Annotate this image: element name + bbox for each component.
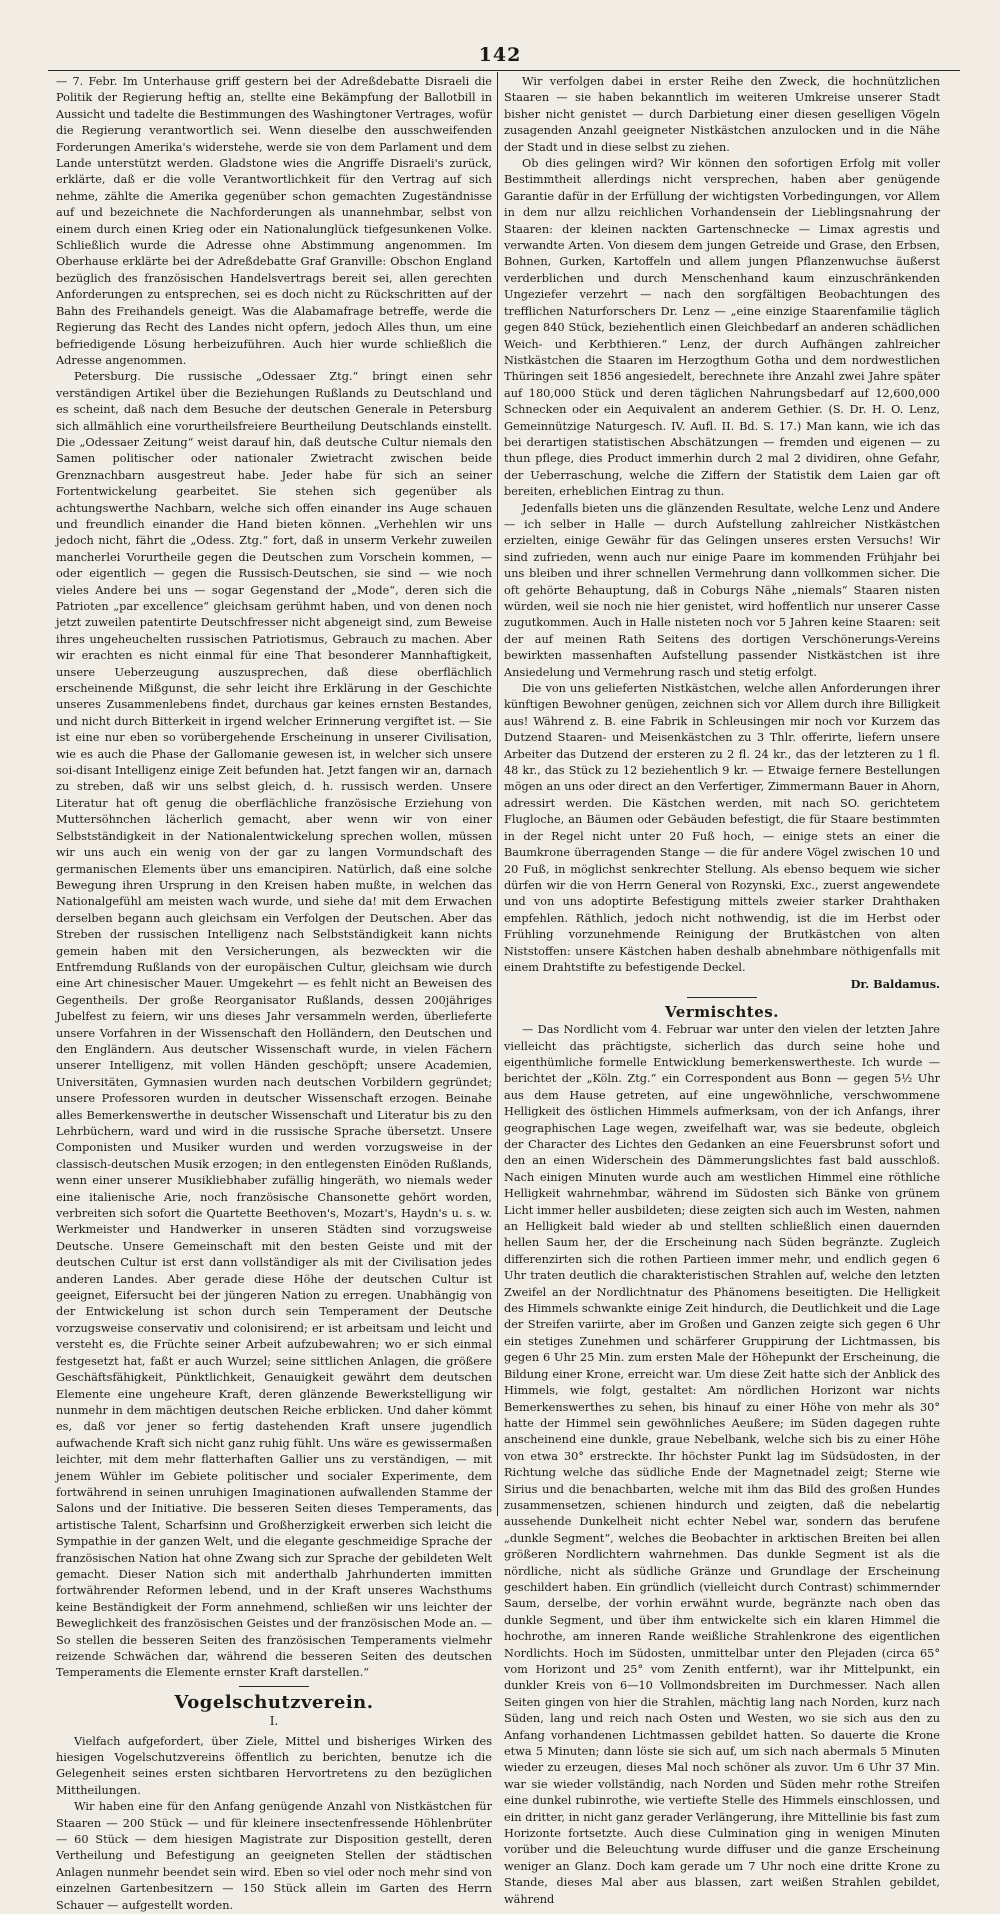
vogel-paragraph: Wir haben eine für den Anfang genügende Anzahl von Nistkästchen für Staaren — 200 Stück — und für kleinere insectenfressende Höhlenbrüter — 60 Stück — dem hiesigen Magistrate zur Disposition gestellt, deren Vertheilung und Befestigung an geeigneten Stellen der städtischen Anlagen nunmehr beendet sein wird. Eben so viel oder noch mehr sind von einzelnen Gartenbesitzern — 150 Stück allein im Garten des Herrn Schauer — aufgestellt worden. [56,1800,492,1912]
vogel-paragraph: Wir verfolgen dabei in erster Reihe den Zweck, die hochnützlichen Staaren — sie haben bekanntlich im weiteren Umkreise unserer Stadt bisher nicht genistet — durch Darbietung einer diesen geselligen Vögeln zusagenden Anzahl geeigneter Nistkästchen anzulocken und in die Nähe der Stadt und in diese selbst zu ziehen. [504,75,940,154]
news-london: — 7. Febr. Im Unterhause griff gestern bei der Adreßdebatte Disraeli die Politik der Regierung heftig an, stellte eine Bekämpfung der Ballotbill in Aussicht und tadelte die Bestimmungen des Washingtoner Vertrages, wofür die Regierung verantwortlich sei. Wenn dieselbe den ausschweifenden Forderungen Amerika's widerstehe, werde sie von dem Parlament und dem Lande unterstützt werden. Gladstone wies die Angriffe Disraeli's zurück, erklärte, daß er die volle Verantwortlichkeit für den Vertrag auf sich nehme, zählte die Amerika gegenüber schon gemachten Zugeständnisse auf und bezeichnete die Nachforderungen als unannehmbar, selbst von einem durch einen Krieg oder ein Nationalunglück tiefgesunkenen Volke. Schließlich wurde die Adresse ohne Abstimmung angenommen. Im Oberhause erklärte bei der Adreßdebatte Graf Granville: Obschon England bezüglich des französischen Handelsvertrags bereit sei, allen gerechten Anforderungen zu entsprechen, sei es doch nicht zu Rückschritten auf der Bahn des Freihandels geneigt. Was die Alabamafrage betreffe, werde die Regierung das Recht des Landes nicht opfern, jedoch Alles thun, um eine befriedigende Lösung herbeizuführen. Auch hier wurde schließlich die Adresse angenommen. [56,75,492,367]
vogel-paragraph: Ob dies gelingen wird? Wir können den sofortigen Erfolg mit voller Bestimmtheit allerdings nicht versprechen, haben aber genügende Garantie dafür in der Erfüllung der wichtigsten Vorbedingungen, vor Allem in dem nur allzu reichlichen Vorhandensein der Lieblingsnahrung der Staaren: der kleinen nackten Gartenschnecke — Limax agrestis und verwandte Arten. Von diesem dem jungen Getreide und Grase, den Erbsen, Bohnen, Gurken, Kartoffeln und allem jungen Pflanzenwuchse äußerst verderblichen und durch Menschenhand kaum einzuschränkenden Ungeziefer verzehrt — nach den sorgfältigen Beobachtungen des trefflichen Naturforschers Dr. Lenz — „eine einzige Staarenfamilie täglich gegen 840 Stück, beziehentlich einen Gleichbedarf an anderen schädlichen Weich- und Kerbthieren.“ Lenz, der durch Aufhängen zahlreicher Nistkästchen die Staaren im Herzogthum Gotha und dem nordwestlichen Thüringen seit 1856 angesiedelt, berechnete ihre Anzahl zwei Jahre später auf 180,000 Stück und deren täglichen Nahrungsbedarf auf 12,600,000 Schnecken oder ein Aequivalent an anderem Gethier. (S. Dr. H. O. Lenz, Gemeinnützige Naturgesch. IV. Aufl. II. Bd. S. 17.) Man kann, wie ich das bei derartigen statistischen Abschätzungen — fremden und eigenen — zu thun pflege, dies Product immerhin durch 2 mal 2 dividiren, ohne Gefahr, der Ueberraschung, welche die Ziffern der Statistik dem Laien gar oft bereiten, erheblichen Eintrag zu thun. [504,157,940,499]
vogel-paragraph: Jedenfalls bieten uns die glänzenden Resultate, welche Lenz und Andere — ich selber in Halle — durch Aufstellung zahlreicher Nistkästchen erzielten, einige Gewähr für das Gelingen unseres ersten Versuchs! Wir sind zufrieden, wenn auch nur einige Paare im kommenden Frühjahr bei uns bleiben und ihrer schnellen Vermehrung dann vollkommen sicher. Die oft gehörte Behauptung, daß in Coburgs Nähe „niemals“ Staaren nisten würden, weil sie noch nie hier genistet, wird hoffentlich nur unserer Casse zugutkommen. Auch in Halle nisteten noch vor 5 Jahren keine Staaren: seit der auf meinen Rath Seitens des dortigen Verschönerungs-Vereins bewirkten massenhaften Aufstellung passender Nistkästchen ist ihre Ansiedelung und Vermehrung rasch und stetig erfolgt. [504,501,940,679]
page-number: 142 [478,44,522,66]
section-numeral: I. [269,1714,279,1729]
author-signature: Dr. Baldamus. [850,977,940,992]
vogel-paragraph: Die von uns gelieferten Nistkästchen, welche allen Anforderungen ihrer künftigen Bewohner genügen, zeichnen sich vor Allem durch ihre Billigkeit aus! Während z. B. eine Fabrik in Schleusingen mir noch vor Kurzem das Dutzend Staaren- und Meisenkästchen zu 3 Thlr. offerirte, liefern unsere Arbeiter das Dutzend der ersteren zu 2 fl. 24 kr., das der letzteren zu 1 fl. 48 kr., das Stück zu 12 beziehentlich 9 kr. — Etwaige fernere Bestellungen mögen an uns oder direct an den Verfertiger, Zimmermann Bauer in Ahorn, adressirt werden. Die Kästchen werden, mit nach SO. gerichtetem Flugloche, an Bäumen oder Gebäuden befestigt, die für Staare bestimmten in der Regel nicht unter 20 Fuß hoch, — einige stets an einer die Baumkrone überragenden Stange — die für andere Vögel zwischen 10 und 20 Fuß, in möglichst senkrechter Stellung. Als ebenso bequem wie sicher dürfen wir die von Herrn General von Rozynski, Exc., zuerst angewendete und von uns adoptirte Befestigung mittels zweier starker Drahthaken empfehlen. Räthlich, jedoch nicht nothwendig, ist die im Herbst oder Frühling vorzunehmende Reinigung der Brutkästchen von alten Niststoffen: unsere Kästchen haben deshalb abnehmbare nöthigenfalls mit einem Drahtstifte zu befestigende Deckel. [504,682,940,974]
news-petersburg: Petersburg. Die russische „Odessaer Ztg.“ bringt einen sehr verständigen Artikel über die Beziehungen Rußlands zu Deutschland und es scheint, daß nach dem Besuche der deutschen Generale in Petersburg sich allmählich eine vorurtheilsfreiere Beurtheilung Deutschlands einstellt. Die „Odessaer Zeitung“ weist darauf hin, daß deutsche Cultur niemals den Samen politischer oder nationaler Zwietracht zwischen beide Grenznachbarn ausgestreut habe. Jeder habe für sich an seiner Fortentwickelung gearbeitet. Sie stehen sich gegenüber als achtungswerthe Nachbarn, welche sich offen einander ins Auge schauen und freundlich einander die Hand bieten können. „Verhehlen wir uns jedoch nicht, fährt die „Odess. Ztg.“ fort, daß in unserm Verkehr zuweilen mancherlei Vorurtheile gegen die Deutschen zum Vorschein kommen, — oder eigentlich — gegen die Russisch-Deutschen, sie sind — wie noch vieles Andere bei uns — sogar Gegenstand der „Mode“, deren sich die Patrioten „par excellence“ gleichsam gerühmt haben, und von denen noch jetzt zuweilen patentirte Deutschfresser nicht abgeneigt sind, zum Beweise ihres ungeheuchelten russischen Patriotismus, Gebrauch zu machen. Aber wir erachten es nicht einmal für eine That besonderer Mannhaftigkeit, unsere Ueberzeugung auszusprechen, daß diese oberflächlich erscheinende Mißgunst, die sehr leicht ihre Erklärung in der Geschichte unseres Zusammenlebens findet, durchaus gar keines ernsten Bestandes, und nicht durch Bitterkeit in irgend welcher Erinnerung vergiftet ist. — Sie ist eine nur eben so vorübergehende Erscheinung in unserer Civilisation, wie es auch die Phase der Gallomanie gewesen ist, in welcher sich unsere soi-disant Intelligenz einige Zeit befunden hat. Jetzt fangen wir an, darnach zu streben, daß wir uns selbst gleich, d. h. russisch werden. Unsere Literatur hat oft genug die oberflächliche französische Erziehung von Muttersöhnchen lächerlich gemacht, aber wenn wir von einer Selbstständigkeit in der Nationalentwickelung sprechen wollen, müssen wir uns auch ein wenig von der gar zu langen Vormundschaft des germanischen Elements über uns emancipiren. Natürlich, daß eine solche Bewegung ihren Ursprung in den Kreisen haben mußte, in welchen das Nationalgefühl am meisten wach wurde, und siehe da! mit dem Erwachen derselben begann auch gleichsam ein Verfolgen der Deutschen. Aber das Streben der russischen Intelligenz nach Selbstständigkeit kann nichts gemein haben mit den Versicherungen, als bezweckten wir die Entfremdung Rußlands von der europäischen Cultur, gleichsam wie durch eine Art chinesischer Mauer. Umgekehrt — es fehlt nicht an Beweisen des Gegentheils. Der große Reorganisator Rußlands, dessen 200jähriges Jubelfest zu feiern, wir uns dieses Jahr versammeln werden, überlieferte unsere Vorfahren in der Wissenschaft den Holländern, den Deutschen und den Engländern. Aus deutscher Wissenschaft wurde, in vielen Fächern unserer Intelligenz, mit vollen Händen geschöpft; unsere Academien, Universitäten, Gymnasien wurden nach deutschen Vorbildern gegründet; unsere Professoren wurden in deutscher Wissenschaft erzogen. Beinahe alles Bemerkenswerthe in deutscher Wissenschaft und Literatur bis zu den Lehrbüchern, ward und wird in die russische Sprache übersetzt. Unsere Componisten und Musiker wurden und werden vorzugsweise in der classisch-deutschen Musik erzogen; in den entlegensten Einöden Rußlands, wenn einer unserer Musikliebhaber zufällig hingeräth, wo niemals weder eine italienische Arie, noch französische Chansonette gehört worden, verbreiten sich sofort die Quartette Beethoven's, Mozart's, Haydn's u. s. w. Werkmeister und Handwerker in unseren Städten sind vorzugsweise Deutsche. Unsere Gemeinschaft mit den besten Geiste und mit der deutschen Cultur ist erst dann vollständiger als mit der Civilisation jedes anderen Landes. Aber gerade diese Höhe der deutschen Cultur ist geeignet, Eifersucht bei der jüngeren Nation zu erregen. Unabhängig von der Entwickelung ist schon durch sein Temperament der Deutsche vorzugsweise conservativ und colonisirend; er ist arbeitsam und leicht und versteht es, die Früchte seiner Arbeit aufzubewahren; wo er sich einmal festgesetzt hat, faßt er auch Wurzel; seine sittlichen Anlagen, die größere Geschäftsfähigkeit, Pünktlichkeit, Genauigkeit gewährt dem deutschen Elemente eine ungeheure Kraft, deren glänzende Bewerkstelligung wir nunmehr in dem mächtigen deutschen Reiche erblicken. Und daher kömmt es, daß vor jener so fertig dastehenden Kraft unsere jugendlich aufwachende Kraft sich nicht ganz ruhig fühlt. Uns wäre es gewissermaßen leichter, mit dem mehr flatterhaften Gallier uns zu verständigen, — mit jenem Wühler im Gebiete politischer und socialer Experimente, dem fortwährend in seinen unruhigen Imaginationen aufwallenden Stamme der Salons und der Initiative. Die besseren Seiten dieses Temperaments, das artistische Talent, Scharfsinn und Großherzigkeit erwerben sich leicht die Sympathie in der ganzen Welt, und die elegante geschmeidige Sprache der französischen Nation hat ohne Zwang sich zur Sprache der gebildeten Welt gemacht. Dieser Nation sich mit anderthalb Jahrhunderten immitten fortwährender Reformen lebend, und in der Kraft unseres Wachsthums keine Beständigkeit der Form annehmend, schließen wir uns leichter der Beweglichkeit des französischen Geistes und der französischen Mode an. — So stellen die besseren Seiten des französischen Temperaments vielmehr reizende Schwächen dar, während die besseren Seiten des deutschen Temperaments die Elemente ernster Kraft darstellen.“ [56,370,492,1680]
vermischtes-heading: Vermischtes. [665,1002,779,1021]
right-column [504,74,940,1906]
section-rule [239,1686,309,1687]
vogel-paragraph: Vielfach aufgefordert, über Ziele, Mittel und bisheriges Wirken des hiesigen Vogelschutzvereins öffentlich zu berichten, benutze ich die Gelegenheit seines ersten sichtbaren Hervortretens zu den bezüglichen Mittheilungen. [56,1734,492,1797]
section-rule [687,997,757,998]
column-divider [497,72,498,1516]
header-rule [48,70,960,71]
nordlicht-paragraph: — Das Nordlicht vom 4. Februar war unter den vielen der letzten Jahre vielleicht das prächtigste, sicherlich das durch seine hohe und eigenthümliche formelle Entwicklung bemerkenswertheste. Ich wurde — berichtet der „Köln. Ztg.“ ein Correspondent aus Bonn — gegen 5½ Uhr aus dem Hause getreten, auf eine ungewöhnliche, verschwommene Helligkeit des östlichen Himmels aufmerksam, von der ich Anfangs, ihrer geographischen Lage wegen, zweifelhaft war, was sie bedeute, obgleich der Character des Lichtes den Gedanken an eine Feuersbrunst sofort und den an einen Widerschein des Dämmerungslichtes fast bald ausschloß. Nach einigen Minuten wurde auch am westlichen Himmel eine röthliche Helligkeit wahrnehmbar, während im Südosten sich Bänke von grünem Licht immer heller ausbildeten; diese zeigten sich auch im Westen, nahmen an Helligkeit bald wieder ab und stellten schließlich einen dauernden hellen Saum her, der die Erscheinung nach Süden begränzte. Zugleich differenzirten sich die rothen Partieen immer mehr, und endlich gegen 6 Uhr traten deutlich die charakteristischen Strahlen auf, welche den letzten Zweifel an der Nordlichtnatur des Phänomens beseitigten. Die Helligkeit des Himmels schwankte einige Zeit hindurch, die Deutlichkeit und die Lage der Streifen variirte, aber im Großen und Ganzen zeigte sich gegen 6 Uhr ein stetiges Zunehmen und schärferer Gruppirung der Lichtmassen, bis gegen 6 Uhr 25 Min. zum ersten Male der Höhepunkt der Erscheinung, die Bildung einer Krone, erreicht war. Um diese Zeit hatte sich der Anblick des Himmels, wie folgt, gestaltet: Am nördlichen Horizont war nichts Bemerkenswerthes zu sehen, bis hinauf zu einer Höhe von mehr als 30° hatte der Himmel sein gewöhnliches Aeußere; im Süden dagegen ruhte anscheinend eine dunkle, graue Nebelbank, welche sich bis zu einer Höhe von etwa 30° erstreckte. Ihr höchster Punkt lag im Südsüdosten, in der Richtung welche das südliche Ende der Magnetnadel zeigt; Sterne wie Sirius und die benachbarten, welche mit ihm das Bild des großen Hundes zusammensetzen, schienen hindurch und zeigten, daß die nebelartig aussehende Dunkelheit nicht echter Nebel war, sondern das berufene „dunkle Segment“, welches die Beobachter in arktischen Breiten bei allen größeren Nordlichtern wahrnehmen. Das dunkle Segment ist als die nördliche, nicht als südliche Gränze und Grundlage der Erscheinung geschildert haben. Ein gründlich (vielleicht durch Contrast) schimmernder Saum, derselbe, der vorhin erwähnt wurde, begränzte nach oben das dunkle Segment, und über ihm entwickelte sich ein klaren Himmel die hochrothe, am inneren Rande weißliche Strahlenkrone des eigentlichen Nordlichts. Hoch im Südosten, unmittelbar unter den Plejaden (circa 65° vom Horizont und 25° vom Zenith entfernt), war ihr Mittelpunkt, ein dunkler Kreis von 6—10 Vollmondsbreiten im Durchmesser. Nach allen Seiten gingen von hier die Strahlen, mächtig lang nach Norden, kurz nach Süden, lang und reich nach Osten und Westen, wo sie sich aus den zu Anfang vorhandenen Lichtmassen gebildet hatten. So dauerte die Krone etwa 5 Minuten; dann löste sie sich auf, um sich nach abermals 5 Minuten wieder zu erzeugen, dieses Mal noch schöner als zuvor. Um 6 Uhr 37 Min. war sie wieder vollständig, nach Norden und Süden mehr rothe Streifen eine dunkel rubinrothe, wie vertiefte Stelle des Himmels einschlossen, und ein dritter, in nicht ganz gerader Verlängerung, ihre Mittellinie bis fast zum Horizonte fortsetzte. Auch diese Culmination ging in wenigen Minuten vorüber und die Beleuchtung wurde diffuser und die ganze Erscheinung weniger an Glanz. Doch kam gerade um 7 Uhr noch eine dritte Krone zu Stande, dieses Mal aber aus blassen, zart weißen Strahlen gebildet, während [504,1023,940,1906]
left-column [56,74,492,1912]
vogelschutzverein-heading: Vogelschutzverein. [174,1691,374,1713]
